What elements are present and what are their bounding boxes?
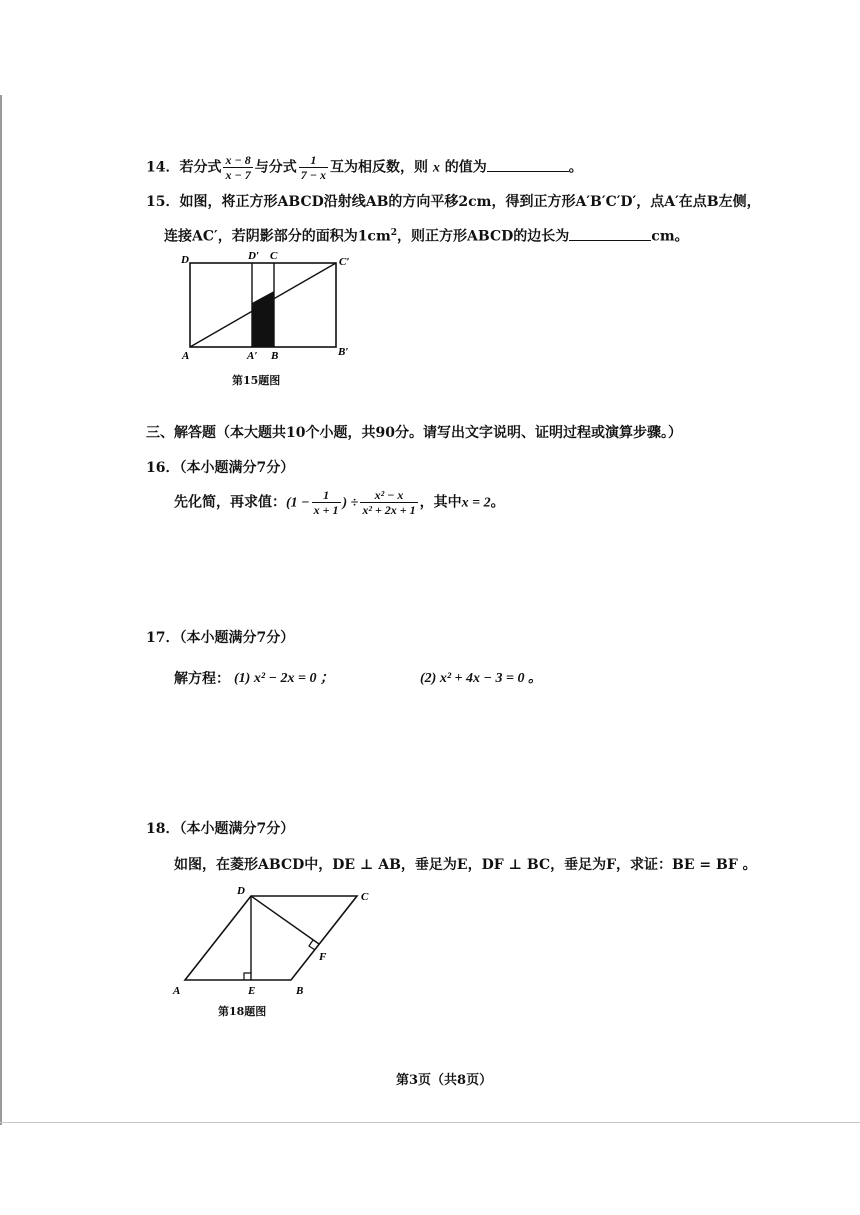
q15-line1: 如图，将正方形ABCD沿射线AB的方向平移2cm，得到正方形A′B′C′D′，点A′在点B左侧， bbox=[179, 194, 761, 210]
fig15-label-a: A bbox=[182, 350, 190, 362]
q16-paren-open: (1 − bbox=[286, 495, 310, 511]
fig18-label-e: E bbox=[248, 985, 256, 997]
fig18-label-f: F bbox=[319, 951, 327, 963]
q18-text: 如图，在菱形ABCD中，DE ⊥ AB，垂足为E，DF ⊥ BC，垂足为F，求证：BE = BF 。 bbox=[174, 857, 757, 873]
q16-text-a: 先化简，再求值： bbox=[174, 494, 286, 511]
q16-frac1-denominator: x + 1 bbox=[313, 503, 339, 517]
q17-part-2: (2) x² + 4x − 3 = 0 。 bbox=[420, 671, 542, 686]
q15-answer-blank[interactable] bbox=[569, 226, 651, 241]
figure-18 bbox=[165, 880, 385, 1000]
q15-number: 15． bbox=[146, 194, 180, 210]
q16-text-b: ，其中 bbox=[419, 494, 462, 511]
fig15-shaded-area bbox=[252, 291, 274, 347]
fig18-label-b: B bbox=[296, 985, 304, 997]
q14-fraction-2 bbox=[299, 153, 328, 182]
q16-end: 。 bbox=[490, 494, 505, 511]
q16-frac2-denominator: x² + 2x + 1 bbox=[362, 503, 416, 517]
q17-part-1: (1) x² − 2x = 0 ； bbox=[234, 671, 334, 686]
q16-condition: x = 2 bbox=[461, 495, 491, 511]
q14-frac1-denominator: x − 7 bbox=[225, 168, 251, 182]
q16-fraction-1 bbox=[312, 488, 341, 517]
q15-unit: cm。 bbox=[651, 228, 689, 245]
fig18-label-c: C bbox=[361, 891, 369, 903]
q14-frac2-denominator: 7 − x bbox=[300, 168, 327, 182]
fig15-label-cprime: C′ bbox=[339, 256, 350, 268]
q14-text-d: 的值为 bbox=[444, 159, 487, 176]
q18-header: 18．（本小题满分7分） bbox=[146, 821, 295, 837]
q16-fraction-2 bbox=[360, 488, 417, 517]
fig15-label-b: B bbox=[271, 350, 279, 362]
q15-line2a: 连接AC′，若阴影部分的面积为1cm bbox=[164, 228, 391, 245]
question-15-line-1 bbox=[146, 193, 761, 211]
fig18-label-a: A bbox=[173, 985, 181, 997]
q16-frac2-numerator: x² − x bbox=[360, 488, 417, 503]
fig18-label-d: D bbox=[237, 885, 245, 897]
q16-frac1-numerator: 1 bbox=[312, 488, 341, 503]
q14-frac2-numerator: 1 bbox=[299, 153, 328, 168]
fig18-right-angle-f bbox=[309, 940, 315, 950]
fig15-label-c: C bbox=[270, 250, 278, 262]
section-3-title: 三、解答题（本大题共10个小题，共90分。请写出文字说明、证明过程或演算步骤。） bbox=[146, 425, 682, 441]
fig15-label-d: D bbox=[181, 254, 189, 266]
fig15-label-aprime: A′ bbox=[247, 350, 258, 362]
q16-paren-close: ) ÷ bbox=[342, 495, 359, 511]
question-14 bbox=[146, 153, 583, 182]
fig18-right-angle-e bbox=[244, 973, 251, 980]
q14-var: x bbox=[432, 160, 440, 176]
q14-fraction-1 bbox=[223, 153, 252, 182]
q17-header: 17．（本小题满分7分） bbox=[146, 630, 295, 646]
q14-text-c: 互为相反数，则 bbox=[330, 159, 429, 176]
fig15-label-bprime: B′ bbox=[338, 346, 349, 358]
q15-line2-sup: 2 bbox=[390, 228, 398, 238]
fig18-rhombus bbox=[185, 896, 357, 980]
q16-header: 16．（本小题满分7分） bbox=[146, 460, 295, 476]
page-bottom-edge bbox=[0, 1122, 860, 1123]
question-15-line-2 bbox=[164, 224, 689, 246]
q14-frac1-numerator: x − 8 bbox=[225, 153, 251, 167]
q14-end: 。 bbox=[568, 159, 583, 176]
figure-15 bbox=[170, 245, 370, 365]
q14-text-a: 若分式 bbox=[179, 159, 222, 176]
page-left-edge bbox=[0, 95, 2, 1125]
q17-prefix: 解方程： bbox=[174, 671, 230, 687]
fig15-label-dprime: D′ bbox=[248, 250, 260, 262]
q14-number: 14． bbox=[146, 159, 180, 176]
question-16-body bbox=[174, 488, 505, 517]
q14-text-b: 与分式 bbox=[254, 159, 297, 176]
page-number: 第3页（共8页） bbox=[396, 1073, 493, 1088]
fig18-line-df bbox=[251, 896, 319, 944]
figure-18-caption: 第18题图 bbox=[218, 1005, 267, 1018]
figure-15-caption: 第15题图 bbox=[232, 374, 281, 387]
q14-answer-blank[interactable] bbox=[487, 157, 569, 172]
q15-line2b: ，则正方形ABCD的边长为 bbox=[397, 228, 570, 245]
